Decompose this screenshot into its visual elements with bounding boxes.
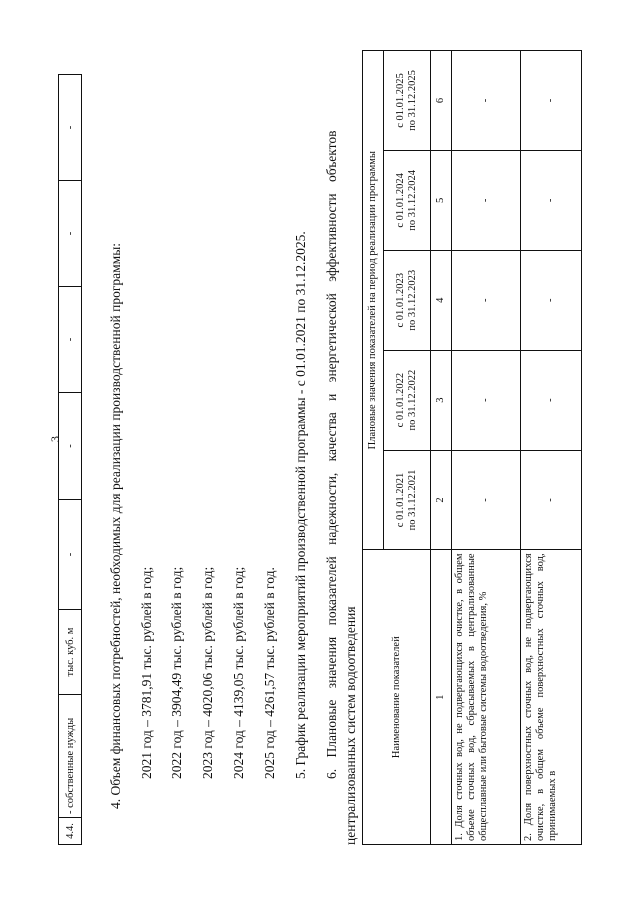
indicators-table [362,50,582,845]
indicator-value: - [452,51,521,151]
table-row [452,51,521,845]
row-label: - собственные нужды [59,695,82,818]
indicator-value: - [452,350,521,450]
schedule-heading: 5. График реализации мероприятий производственной программы - с 01.01.2021 по 31.12.2025. [293,231,308,779]
indicator-name: 1. Доля сточных вод, не подвергающихся очистке, в общем объеме сточных вод, сбрасываемых в централизованные общесплавные или бытовые системы водоотведения, % [452,550,521,845]
financial-year-2021: 2021 год – 3781,91 тыс. рублей в год; [139,566,154,779]
indicator-value: - [521,150,582,250]
row-value: - [59,287,82,393]
financial-heading: 4. Объем финансовых потребностей, необходимых для реализации производственной программы: [108,242,123,809]
table-row [521,51,582,845]
period-header: с 01.01.2023 по 31.12.2023 [384,250,431,350]
row-value: - [59,181,82,287]
column-number: 6 [431,51,452,151]
row-unit: тыс. куб. м [59,610,82,695]
indicator-name: 2. Доля поверхностных сточных вод, не подвергающихся очистке, в общем объеме поверхностных сточных вод, принимаемых в [521,550,582,845]
row-number: 4.4. [59,818,82,845]
row-value: - [59,500,82,610]
period-header: с 01.01.2021 по 31.12.2021 [384,450,431,550]
row-value: - [59,393,82,500]
period-header: с 01.01.2025 по 31.12.2025 [384,51,431,151]
page-number: 3 [48,436,62,442]
indicator-value: - [521,350,582,450]
column-number: 1 [431,550,452,845]
column-number: 4 [431,250,452,350]
financial-year-2024: 2024 год – 4139,05 тыс. рублей в год; [231,566,246,779]
indicator-value: - [521,250,582,350]
column-number-row [431,51,452,845]
financial-year-2025: 2025 год – 4261,57 тыс. рублей в год. [262,567,277,779]
financial-year-2023: 2023 год – 4020,06 тыс. рублей в год; [200,566,215,779]
indicator-value: - [521,51,582,151]
top-table [58,74,82,845]
row-value: - [59,75,82,181]
col-name-header: Наименование показателей [363,550,431,845]
period-header: с 01.01.2022 по 31.12.2022 [384,350,431,450]
financial-year-2022: 2022 год – 3904,49 тыс. рублей в год; [169,566,184,779]
column-number: 3 [431,350,452,450]
indicator-value: - [452,450,521,550]
group-header: Плановые значения показателей на период реализации программы [363,51,384,550]
column-number: 2 [431,450,452,550]
indicators-heading-line1: 6. Плановые значения показателей надежности, качества и энергетической эффективности объектов [324,130,339,779]
table-row [59,75,82,845]
indicator-value: - [521,450,582,550]
column-number: 5 [431,150,452,250]
table-header-row [363,51,384,845]
indicators-heading-line2: централизованных систем водоотведения [343,606,358,845]
indicator-value: - [452,150,521,250]
period-header: с 01.01.2024 по 31.12.2024 [384,150,431,250]
indicator-value: - [452,250,521,350]
